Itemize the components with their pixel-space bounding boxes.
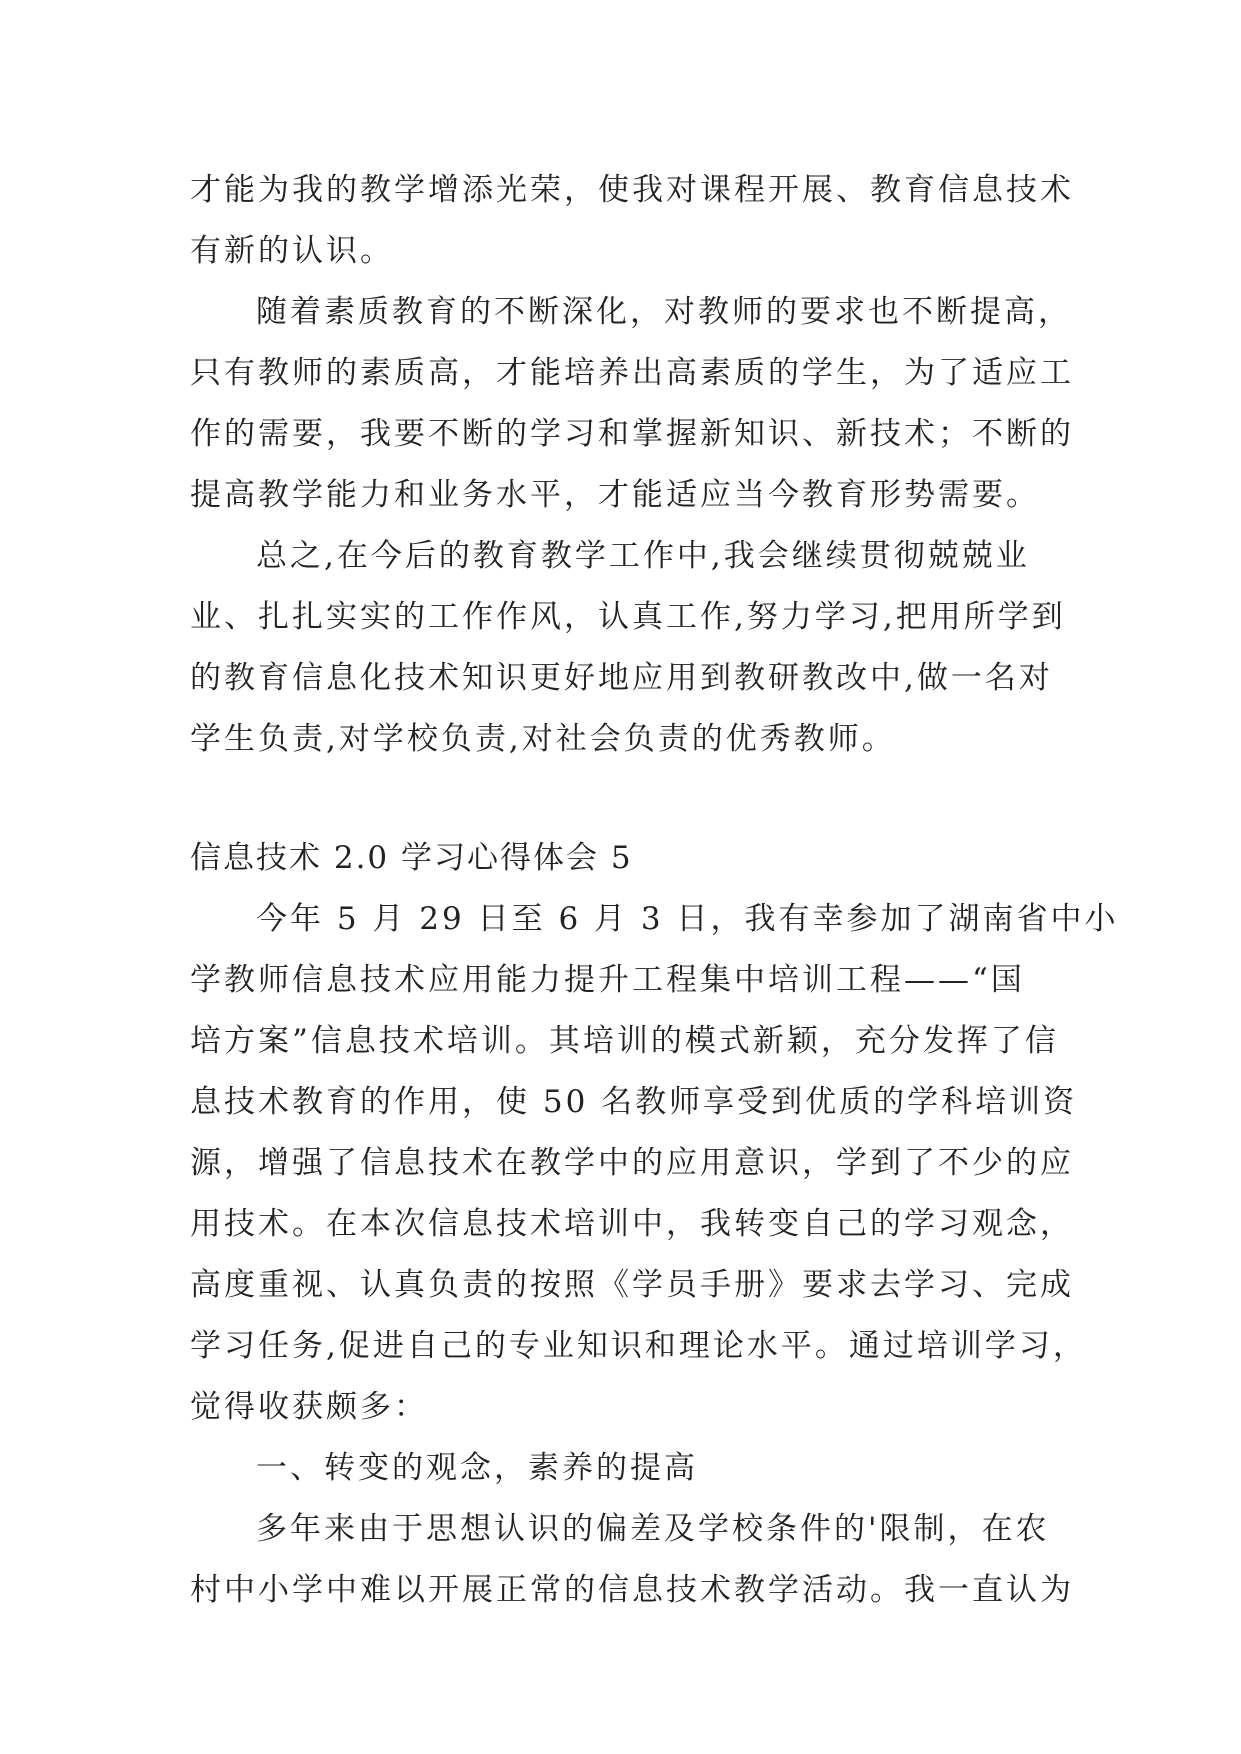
text-line: 有新的认识。 — [190, 233, 394, 269]
text-line: 提高教学能力和业务水平，才能适应当今教育形势需要。 — [190, 477, 1040, 513]
text-line: 学习任务,促进自己的专业知识和理论水平。通过培训学习， — [190, 1328, 1087, 1364]
text-line: 总之,在今后的教育教学工作中,我会继续贯彻兢兢业 — [256, 538, 1030, 574]
text-line: 用技术。在本次信息技术培训中，我转变自己的学习观念， — [190, 1206, 1074, 1242]
paragraph-training — [190, 889, 1119, 1438]
text-line: 高度重视、认真负责的按照《学员手册》要求去学习、完成 — [190, 1267, 1074, 1303]
text-line: 培方案”信息技术培训。其培训的模式新颖，充分发挥了信 — [190, 1023, 1059, 1059]
text-line: 今年 5 月 29 日至 6 月 3 日，我有幸参加了湖南省中小 — [256, 901, 1119, 937]
text-line: 学教师信息技术应用能力提升工程集中培训工程——“国 — [190, 962, 1025, 998]
text-line: 业、扎扎实实的工作作风，认真工作,努力学习,把用所学到 — [190, 599, 1066, 635]
text-line: 村中小学中难以开展正常的信息技术教学活动。我一直认为 — [190, 1572, 1074, 1608]
paragraph-rural-schools — [190, 1499, 1074, 1621]
text-line: 息技术教育的作用，使 50 名教师享受到优质的学科培训资 — [190, 1084, 1078, 1120]
text-line: 多年来由于思想认识的偏差及学校条件的'限制，在农 — [256, 1511, 1050, 1547]
text-line: 源，增强了信息技术在教学中的应用意识，学到了不少的应 — [190, 1145, 1074, 1181]
text-line: 只有教师的素质高，才能培养出高素质的学生，为了适应工 — [190, 355, 1074, 391]
section-heading: 信息技术 2.0 学习心得体会 5 — [190, 840, 633, 876]
paragraph-continuation — [190, 160, 1074, 282]
text-line: 觉得收获颇多： — [190, 1389, 428, 1425]
text-line: 学生负责,对学校负责,对社会负责的优秀教师。 — [190, 721, 896, 757]
paragraph-conclusion — [190, 526, 1066, 770]
text-line: 随着素质教育的不断深化，对教师的要求也不断提高， — [256, 294, 1072, 330]
document-body — [190, 160, 1119, 1621]
subheading: 一、转变的观念，素养的提高 — [256, 1450, 698, 1486]
text-line: 作的需要，我要不断的学习和掌握新知识、新技术；不断的 — [190, 416, 1074, 452]
text-line: 才能为我的教学增添光荣，使我对课程开展、教育信息技术 — [190, 172, 1074, 208]
paragraph-quality-education — [190, 282, 1074, 526]
text-line: 的教育信息化技术知识更好地应用到教研教改中,做一名对 — [190, 660, 1053, 696]
